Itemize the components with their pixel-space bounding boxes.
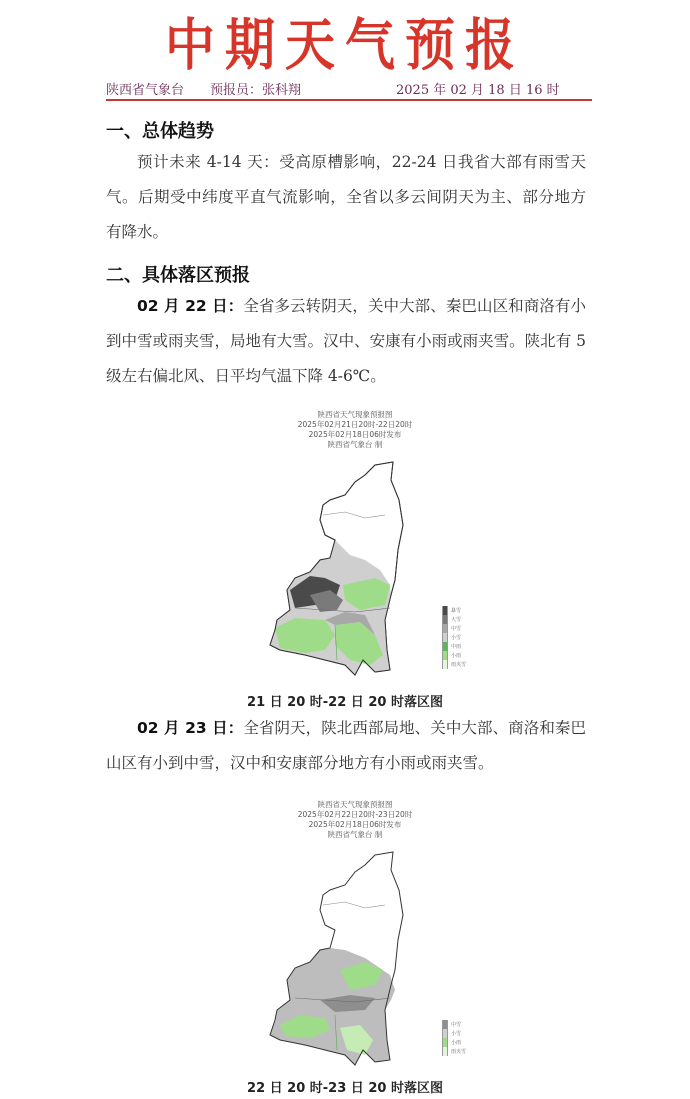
legend-item: 小雪 (442, 1029, 466, 1038)
issue-datetime: 2025 年 02 月 18 日 16 时 (396, 83, 560, 98)
forecaster: 预报员：张科翔 (210, 83, 302, 98)
day-1-text: 全省多云转阴天，关中大部、秦巴山区和商洛有小到中雪或雨夹雪，局地有大雪。汉中、安康有小雨或雨夹雪。陕北有 5 级左右偏北风、日平均气温下降 4-6℃。 (106, 297, 586, 385)
legend-item: 小雨 (442, 1038, 466, 1047)
map-2-producer: 陕西省气象台 制 (327, 830, 383, 839)
map-2-period: 2025年02月22日20时-23日20时 (297, 810, 413, 819)
legend-item: 暴雪 (442, 606, 466, 615)
legend-item: 中雪 (442, 1020, 466, 1029)
precip-map-2 (230, 800, 480, 1070)
map-2-header (230, 800, 480, 840)
issuing-org: 陕西省气象台 (106, 83, 185, 98)
map-1-header (230, 410, 480, 450)
day-1-date: 02 月 22 日： (137, 297, 244, 315)
legend-item: 中雪 (442, 624, 466, 633)
map-1-caption: 21 日 20 时-22 日 20 时落区图 (247, 695, 443, 710)
map-1-producer: 陕西省气象台 制 (327, 440, 383, 449)
overall-trend-text: 预计未来 4-14 天：受高原槽影响，22-24 日我省大部有雨雪天气。后期受中纬度平直气流影响，全省以多云间阴天为主、部分地方有降水。 (106, 153, 586, 241)
map-1-period: 2025年02月21日20时-22日20时 (297, 420, 413, 429)
day-2-text: 全省阴天，陕北西部局地、关中大部、商洛和秦巴山区有小到中雪，汉中和安康部分地方有小雨或雨夹雪。 (106, 719, 586, 772)
header-meta-line (106, 83, 592, 101)
legend-item: 雨夹雪 (442, 660, 466, 669)
section-heading-overall-trend: 一、总体趋势 (106, 121, 214, 142)
map-1-legend (442, 606, 466, 669)
day-2-date: 02 月 23 日： (137, 719, 244, 737)
map-1-title: 陕西省天气现象预报图 (317, 410, 393, 419)
legend-item: 中雨 (442, 642, 466, 651)
section-heading-area-forecast: 二、具体落区预报 (106, 265, 250, 286)
legend-item: 小雪 (442, 633, 466, 642)
map-2-caption: 22 日 20 时-23 日 20 时落区图 (247, 1081, 443, 1096)
shaanxi-map-1 (265, 460, 425, 680)
legend-item: 小雨 (442, 651, 466, 660)
map-2-legend (442, 1020, 466, 1056)
map-1-issued: 2025年02月18日06时发布 (308, 430, 402, 439)
map-2-issued: 2025年02月18日06时发布 (308, 820, 402, 829)
document-title: 中期天气预报 (165, 12, 525, 78)
shaanxi-map-2 (265, 850, 425, 1070)
forecast-day-2 (106, 711, 586, 781)
forecast-day-1 (106, 289, 586, 394)
precip-map-1 (230, 410, 480, 685)
map-2-title: 陕西省天气现象预报图 (317, 800, 393, 809)
legend-item: 大雪 (442, 615, 466, 624)
legend-item: 雨夹雪 (442, 1047, 466, 1056)
